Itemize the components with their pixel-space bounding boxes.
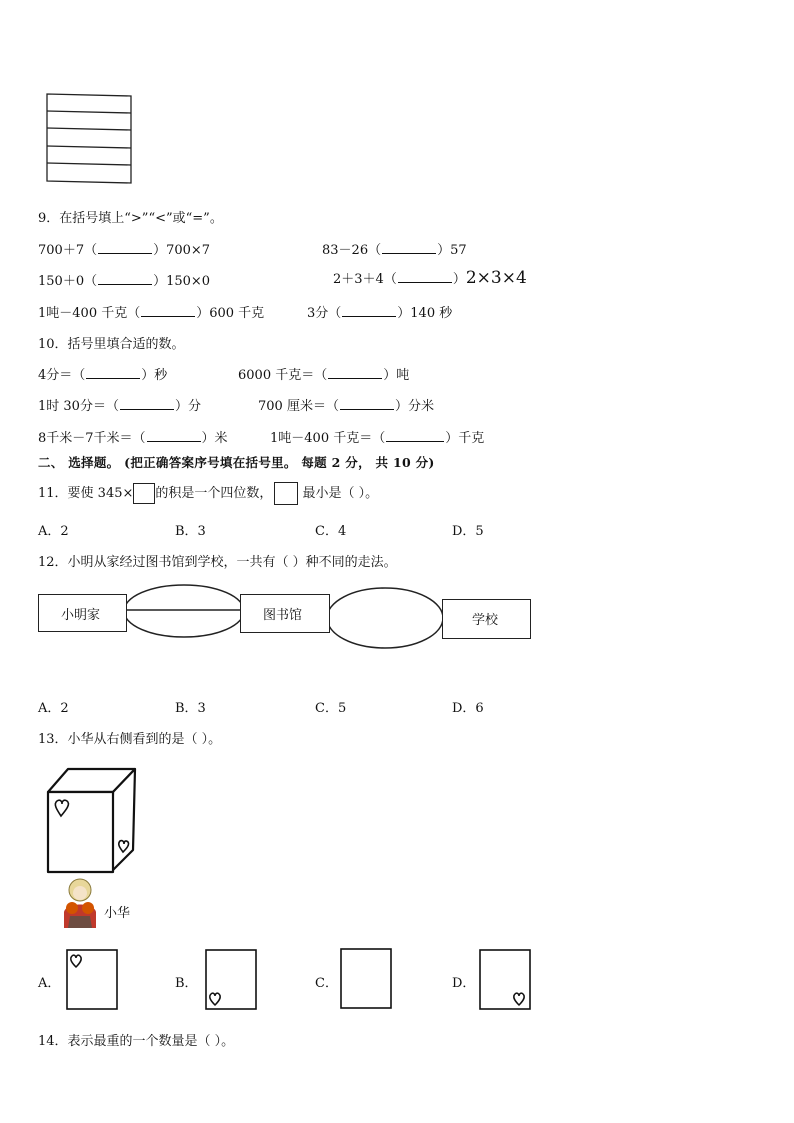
q11-middle: 的积是一个四位数， — [155, 486, 273, 501]
q10-r1-l-a: 4分＝（ — [38, 368, 86, 383]
q10-row1-right — [238, 364, 409, 383]
answer-blank[interactable] — [382, 241, 436, 254]
q10-r3-l-a: 8千米－7千米＝（ — [38, 431, 146, 446]
q11-prefix: 11．要使 345× — [38, 486, 134, 501]
person-label: 小华 — [104, 906, 131, 921]
q11-option-a[interactable]: A．2 — [38, 524, 69, 539]
place-home-label: 小明家 — [61, 608, 101, 623]
section-heading: 二、 选择题。 (把正确答案序号填在括号里。 每题 2 分， 共 10 分) — [38, 455, 435, 470]
option-d-rect-svg — [479, 949, 533, 1011]
answer-blank[interactable] — [398, 270, 452, 283]
q9-r1-l-b: ）700×7 — [153, 243, 211, 258]
q10-r3-r-a: 1吨－400 千克＝（ — [270, 431, 386, 446]
q9-r3-r-b: ）140 秒 — [397, 306, 453, 321]
q12-option-a[interactable]: A．2 — [38, 701, 69, 716]
q10-r2-l-b: ）分 — [174, 399, 201, 414]
q9-r2-l-a: 150＋0（ — [38, 274, 98, 289]
q9-r2-r-b: ） — [452, 272, 466, 287]
q10-r2-l-a: 1时 30分＝（ — [38, 399, 119, 414]
person-avatar-icon — [58, 878, 102, 930]
answer-blank[interactable] — [86, 366, 140, 379]
q9-row3-right — [307, 302, 452, 321]
q12-option-d[interactable]: D．6 — [452, 701, 484, 716]
option-b-rect-svg — [205, 949, 259, 1011]
q9-r1-l-a: 700＋7（ — [38, 243, 98, 258]
q9-r3-l-b: ）600 千克 — [196, 306, 265, 321]
q11-option-b[interactable]: B．3 — [175, 524, 206, 539]
q12-title: 12．小明从家经过图书馆到学校，一共有（ ）种不同的走法。 — [38, 555, 397, 570]
q9-row2-left — [38, 270, 210, 289]
option-c-rect-svg — [340, 948, 394, 1010]
answer-blank[interactable] — [328, 366, 382, 379]
q9-title: 9．在括号填上“>”“<”或“=”。 — [38, 211, 223, 226]
stacked-rectangles-svg — [45, 92, 135, 187]
answer-blank[interactable] — [120, 397, 174, 410]
q11-option-c[interactable]: C．4 — [315, 524, 347, 539]
q10-row2-right — [258, 395, 434, 414]
q12-option-c[interactable]: C．5 — [315, 701, 347, 716]
q10-r2-r-a: 700 厘米＝（ — [258, 399, 339, 414]
q9-row2-right — [333, 268, 527, 288]
q9-r1-r-a: 83－26（ — [322, 243, 382, 258]
option-a-rect-svg — [66, 949, 120, 1011]
q10-row1-left — [38, 364, 167, 383]
q10-title: 10．括号里填合适的数。 — [38, 337, 185, 352]
place-library-label: 图书馆 — [263, 608, 303, 623]
answer-blank[interactable] — [147, 429, 201, 442]
q10-row2-left — [38, 395, 201, 414]
q13-option-d-label[interactable]: D． — [452, 976, 476, 991]
answer-blank[interactable] — [386, 429, 444, 442]
q9-row1-left — [38, 239, 210, 258]
q10-r3-r-b: ）千克 — [445, 431, 485, 446]
q13-option-a-label[interactable]: A． — [38, 976, 61, 991]
q13-option-c-label[interactable]: C． — [315, 976, 338, 991]
q9-r1-r-b: ）57 — [437, 243, 467, 258]
answer-blank[interactable] — [340, 397, 394, 410]
q10-r2-r-b: ）分米 — [394, 399, 434, 414]
q11-option-d[interactable]: D．5 — [452, 524, 484, 539]
cube-svg — [45, 766, 145, 881]
q13-title: 13．小华从右侧看到的是（ ）。 — [38, 732, 222, 747]
q10-r1-r-a: 6000 千克＝（ — [238, 368, 328, 383]
q11-suffix: 最小是（ ）。 — [298, 486, 379, 501]
q12-option-b[interactable]: B．3 — [175, 701, 206, 716]
answer-blank[interactable] — [141, 304, 195, 317]
answer-blank[interactable] — [98, 272, 152, 285]
place-school-label: 学校 — [472, 613, 499, 628]
q9-r3-r-a: 3分（ — [307, 306, 342, 321]
q9-r2-r-c: 2×3×4 — [465, 268, 527, 288]
q9-row3-left — [38, 302, 264, 321]
q10-row3-left — [38, 427, 228, 446]
q13-option-b-label[interactable]: B． — [175, 976, 198, 991]
q10-r1-r-b: ）吨 — [383, 368, 410, 383]
q9-r2-r-a: 2＋3＋4（ — [333, 272, 397, 287]
answer-blank[interactable] — [342, 304, 396, 317]
q10-r3-l-b: ）米 — [201, 431, 228, 446]
q10-r1-l-b: ）秒 — [141, 368, 168, 383]
q9-row1-right — [322, 239, 467, 258]
q9-r2-l-b: ）150×0 — [153, 274, 211, 289]
q11-square-box[interactable] — [274, 482, 298, 505]
q14-title: 14．表示最重的一个数量是（ ）。 — [38, 1034, 235, 1049]
q9-r3-l-a: 1吨－400 千克（ — [38, 306, 141, 321]
q11-stem — [38, 482, 378, 505]
q11-blank-box[interactable] — [133, 483, 155, 504]
q10-row3-right — [270, 427, 484, 446]
answer-blank[interactable] — [98, 241, 152, 254]
